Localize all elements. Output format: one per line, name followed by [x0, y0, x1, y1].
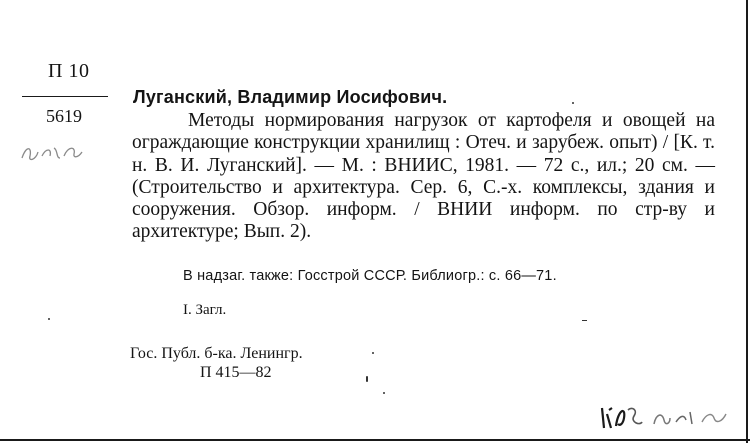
library-name: Гос. Публ. б-ка. Ленингр. [130, 345, 303, 362]
title-tracing: I. Загл. [183, 302, 227, 318]
author-heading: Луганский, Владимир Иосифович. [133, 87, 448, 107]
bibliographic-description: Методы нормирования нагрузок от картофеля и овощей на ограждающие конструкции хранилищ : Отеч. и зарубеж. опыт) / [К. т. н. В. И. Луганский]. — М. : ВНИИС, 1981. — 72 с., ил.; 20 см. — (Строительство и архитектура. Сер. 6, С.-х. комплексы, здания и сооружения. Обзор. информ. / ВНИИ информ. по стр-ву и архитектуре; Вып. 2). [132, 110, 715, 243]
ink-speck [366, 376, 368, 382]
card-edge-bottom [0, 439, 750, 441]
bibliographic-note: В надзаг. также: Госстрой СССР. Библиогр.: с. 66—71. [183, 268, 557, 284]
shelf-mark: П 10 [48, 60, 90, 82]
order-number: П 415—82 [200, 364, 272, 381]
card-edge-right [746, 0, 748, 443]
ink-speck [572, 102, 574, 104]
handwritten-stamp [598, 400, 734, 432]
ink-speck [383, 392, 385, 394]
ink-speck [48, 318, 50, 320]
ink-speck [372, 352, 374, 354]
handwritten-mark [18, 136, 94, 166]
ink-speck [582, 320, 587, 321]
shelf-divider [22, 96, 108, 97]
inventory-number: 5619 [46, 106, 82, 126]
